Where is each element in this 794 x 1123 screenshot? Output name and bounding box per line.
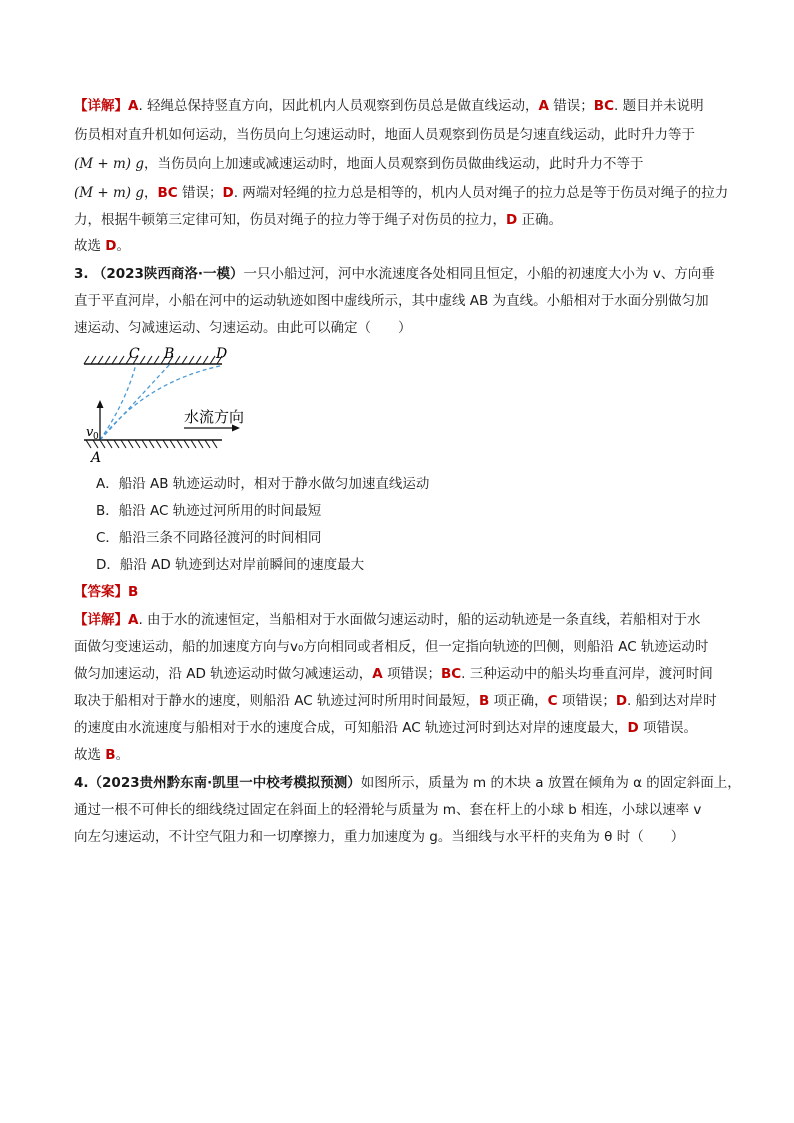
trajectory-ac: [100, 364, 136, 440]
q3-explanation-line-1: 【详解】A. 由于水的流速恒定，当船相对于水面做匀速运动时，船的运动轨迹是一条直线，若船相对于水: [74, 612, 701, 628]
option-d: D．船沿 AD 轨迹到达对岸前瞬间的速度最大: [96, 557, 365, 573]
top-bank-hatching: [84, 356, 222, 364]
question-number: 4.: [74, 775, 89, 791]
label-d: D: [216, 346, 228, 362]
label-v0-subscript: 0: [93, 432, 99, 442]
q3-answer: [74, 582, 138, 602]
question-number: 3.: [74, 266, 89, 282]
q3-stem-line-1: 3. （2023陕西商洛·一模）一只小船过河，河中水流速度各处相同且恒定，小船的初速度大小为 v、方向垂: [74, 266, 715, 282]
q3-stem-line-3: 速运动、匀减速运动、匀速运动。由此可以确定（ ）: [74, 320, 412, 336]
question-source: （2023陕西商洛·一模）: [92, 266, 244, 282]
option-b: B．船沿 AC 轨迹过河所用的时间最短: [96, 503, 322, 519]
trajectory-ad: [100, 366, 220, 440]
label-v0: v: [86, 425, 94, 440]
q3-explanation-line-2: 面做匀变速运动，船的加速度方向与v₀方向相同或者相反，但一定指向轨迹的凹侧，则船沿 AC 轨迹运动时: [74, 639, 709, 655]
xiangjie-label: 【详解】: [74, 612, 128, 628]
q3-stem-line-2: 直于平直河岸，小船在河中的运动轨迹如图中虚线所示，其中虚线 AB 为直线。小船相对于水面分别做匀加: [74, 293, 709, 309]
q3-explanation-line-4: 取决于船相对于静水的速度，则船沿 AC 轨迹过河时所用时间最短，B 项正确，C 项错误；D. 船到达对岸时: [74, 693, 717, 709]
v0-arrow-head: [97, 400, 104, 408]
q2-explanation-line-1: 【详解】A. 轻绳总保持竖直方向，因此机内人员观察到伤员总是做直线运动，A 错误；BC. 题目并未说明: [74, 98, 704, 114]
q2-explanation-line-2: 伤员相对直升机如何运动，当伤员向上匀速运动时，地面人员观察到伤员是匀速直线运动，此时升力等于: [74, 127, 695, 143]
formula: (M + m) g: [74, 185, 144, 201]
q2-final-answer: 故选 D。: [74, 238, 131, 254]
option-c: C．船沿三条不同路径渡河的时间相同: [96, 530, 322, 546]
q2-explanation-line-5: 力，根据牛顿第三定律可知，伤员对绳子的拉力等于绳子对伤员的拉力，D 正确。: [74, 212, 563, 228]
flow-direction-label: 水流方向: [184, 408, 245, 426]
xiangjie-label: 【详解】: [74, 98, 128, 114]
label-a: A: [91, 450, 102, 464]
q3-explanation-line-3: 做匀加速运动，沿 AD 轨迹运动时做匀减速运动，A 项错误；BC. 三种运动中的船头均垂直河岸，渡河时间: [74, 666, 713, 682]
bottom-bank-hatching: [86, 440, 217, 448]
river-crossing-figure: [74, 342, 264, 464]
question-source: （2023贵州黔东南·凯里一中校考模拟预测）: [88, 775, 361, 791]
answer-value: B: [128, 584, 139, 600]
q4-stem-line-3: 向左匀速运动，不计空气阻力和一切摩擦力，重力加速度为 g。当细线与水平杆的夹角为 θ 时（ ）: [74, 829, 685, 845]
answer-label: 【答案】: [74, 584, 128, 600]
q3-explanation-line-5: 的速度由水流速度与船相对于水的速度合成，可知船沿 AC 轨迹过河时到达对岸的速度最大，D 项错误。: [74, 720, 698, 736]
q4-stem-line-2: 通过一根不可伸长的细线绕过固定在斜面上的轻滑轮与质量为 m、套在杆上的小球 b 相连，小球以速率 v: [74, 802, 702, 818]
label-c: C: [129, 346, 140, 362]
q2-explanation-line-3: (M + m) g，当伤员向上加速或减速运动时，地面人员观察到伤员做曲线运动，此时升力不等于: [74, 156, 644, 172]
label-b: B: [164, 346, 175, 362]
option-a: A．船沿 AB 轨迹运动时，相对于静水做匀加速直线运动: [96, 476, 430, 492]
q3-final-answer: 故选 B。: [74, 747, 130, 763]
formula: (M + m) g: [74, 156, 144, 172]
q2-explanation-line-4: (M + m) g，BC 错误；D. 两端对轻绳的拉力总是相等的，机内人员对绳子的拉力总是等于伤员对绳子的拉力: [74, 185, 729, 201]
q4-stem-line-1: 4.（2023贵州黔东南·凯里一中校考模拟预测）如图所示，质量为 m 的木块 a 放置在倾角为 α 的固定斜面上，: [74, 775, 741, 791]
